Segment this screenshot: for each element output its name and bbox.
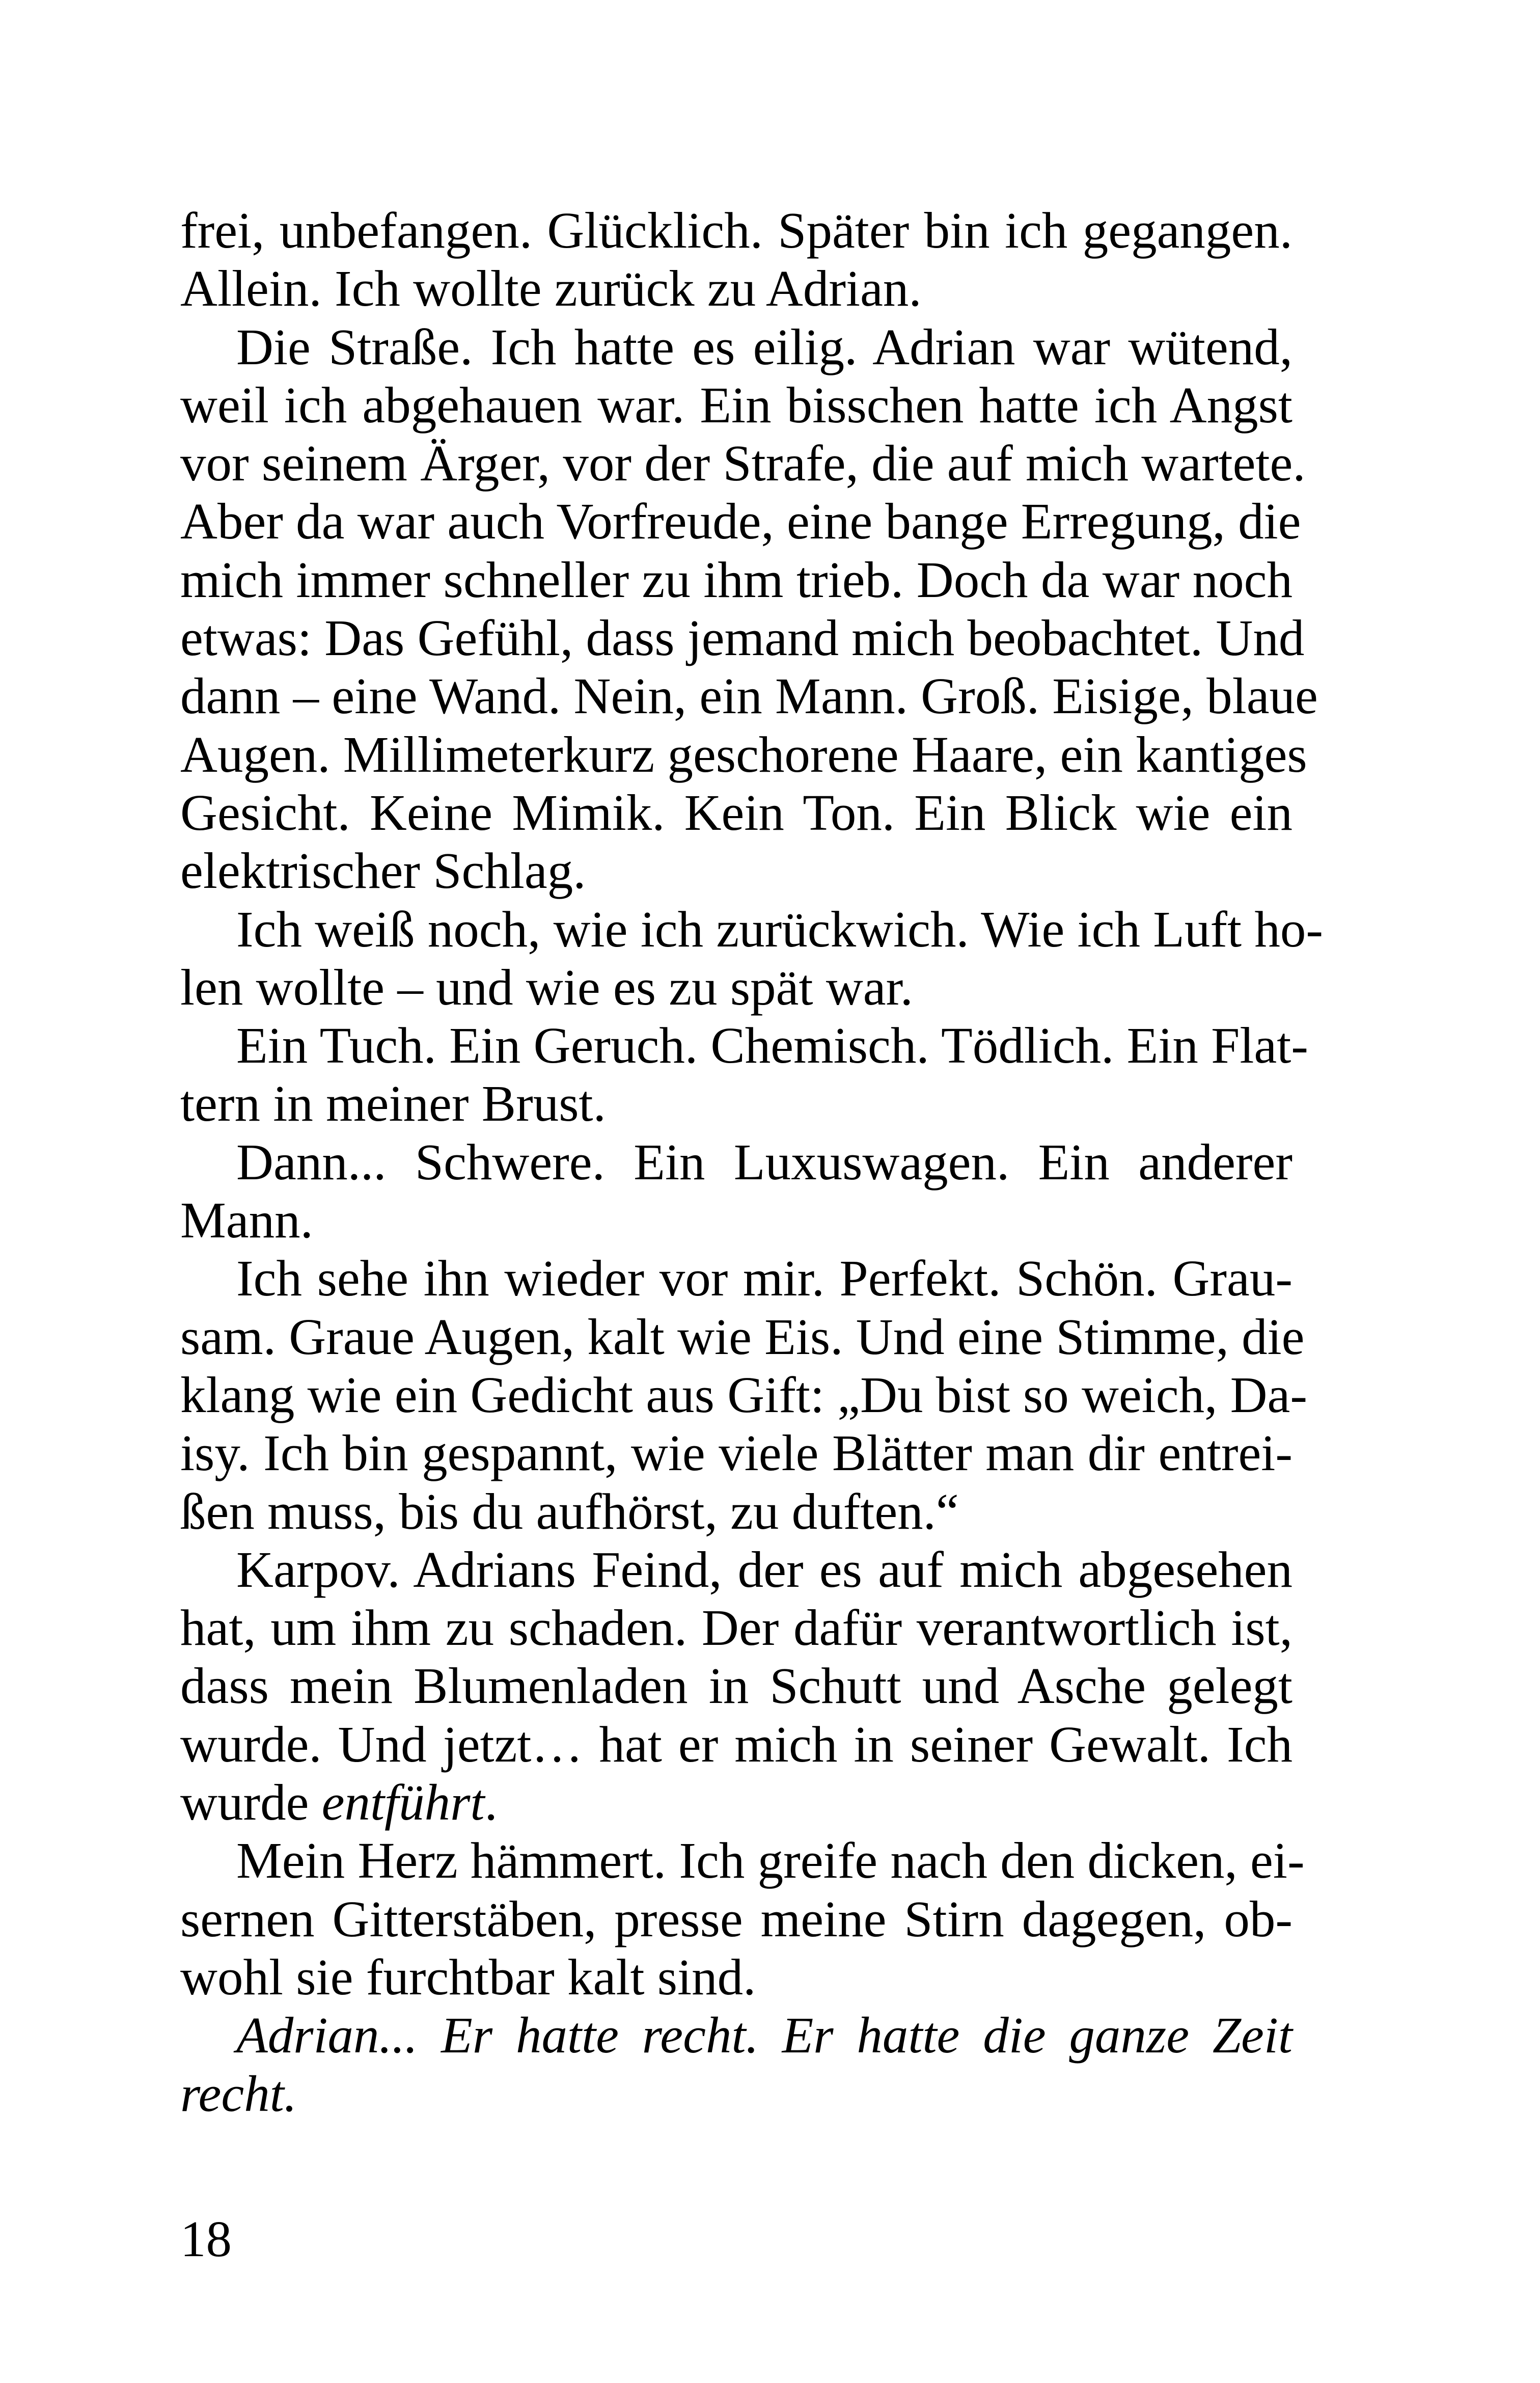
italic-word: entführt xyxy=(321,1774,485,1831)
text-line-content: sernen Gitterstäben, presse meine Stirn dagegen, ob- xyxy=(180,1890,1292,1947)
text-line-content: etwas: Das Gefühl, dass jemand mich beobachtet. Und xyxy=(180,609,1305,667)
text-line-content: Die Straße. Ich hatte es eilig. Adrian war wütend, xyxy=(236,318,1292,375)
text-line xyxy=(180,900,1323,958)
text-line xyxy=(180,1133,1292,1191)
text-line-content: Aber da war auch Vorfreude, eine bange Erregung, die xyxy=(180,493,1301,550)
text-line xyxy=(180,1016,1308,1074)
text-line xyxy=(180,318,1292,376)
text-line xyxy=(180,1074,1292,1132)
text-line-content: Augen. Millimeterkurz geschorene Haare, ein kantiges xyxy=(180,725,1307,783)
text-line-content: wurde. Und jetzt… hat er mich in seiner Gewalt. Ich xyxy=(180,1715,1292,1773)
text-line-content: weil ich abgehauen war. Ein bisschen hatte ich Angst xyxy=(180,376,1292,434)
text-line-content: isy. Ich bin gespannt, wie viele Blätter man dir entrei- xyxy=(180,1424,1292,1482)
text-line-content: mich immer schneller zu ihm trieb. Doch da war noch xyxy=(180,551,1292,608)
line-punctuation: . xyxy=(484,1774,498,1831)
text-line xyxy=(180,1308,1305,1366)
text-line xyxy=(180,2065,1292,2123)
text-line xyxy=(180,1424,1292,1482)
text-line xyxy=(180,551,1292,609)
text-line-content: frei, unbefangen. Glücklich. Später bin ich gegangen. xyxy=(180,202,1292,259)
text-line xyxy=(180,1599,1292,1657)
text-line xyxy=(180,259,1292,317)
text-line xyxy=(180,1366,1308,1424)
text-line xyxy=(180,842,1292,900)
text-line xyxy=(180,1657,1292,1715)
text-line-content: len wollte – und wie es zu spät war. xyxy=(180,958,913,1016)
text-line xyxy=(180,783,1292,842)
text-line-content: Allein. Ich wollte zurück zu Adrian. xyxy=(180,260,922,317)
text-line-content: dann – eine Wand. Nein, ein Mann. Groß. Eisige, blaue xyxy=(180,667,1318,725)
text-line xyxy=(180,667,1318,725)
text-line-content: Adrian... Er hatte recht. Er hatte die ganze Zeit xyxy=(236,2007,1292,2064)
text-line-content: Ein Tuch. Ein Geruch. Chemisch. Tödlich. Ein Flat- xyxy=(236,1017,1308,1074)
text-line-content: Gesicht. Keine Mimik. Kein Ton. Ein Blick wie ein xyxy=(180,783,1292,841)
text-line xyxy=(180,1831,1305,1889)
text-line xyxy=(180,609,1305,667)
page-number: 18 xyxy=(180,2210,232,2267)
text-line-content: ßen muss, bis du aufhörst, zu duften.“ xyxy=(180,1482,959,1540)
text-line xyxy=(180,725,1307,783)
text-line-content: wurde xyxy=(180,1774,309,1831)
text-line-content: recht. xyxy=(180,2065,297,2122)
text-line-content: elektrischer Schlag. xyxy=(180,842,586,900)
text-line xyxy=(180,1948,1292,2006)
text-line-content: Karpov. Adrians Feind, der es auf mich abgesehen xyxy=(236,1540,1292,1598)
text-line-content: wohl sie furchtbar kalt sind. xyxy=(180,1948,756,2006)
text-line xyxy=(180,1249,1292,1307)
text-line-content: Mein Herz hämmert. Ich greife nach den dicken, ei- xyxy=(236,1832,1305,1889)
text-line-content: Mann. xyxy=(180,1192,313,1249)
text-line-content: Ich sehe ihn wieder vor mir. Perfekt. Schön. Grau- xyxy=(236,1250,1292,1307)
text-line xyxy=(180,376,1292,434)
text-line-content: Ich weiß noch, wie ich zurückwich. Wie ich Luft ho- xyxy=(236,900,1323,958)
text-line-content: dass mein Blumenladen in Schutt und Asche gelegt xyxy=(180,1657,1292,1715)
text-line xyxy=(180,492,1301,550)
text-line xyxy=(180,958,1292,1016)
text-line xyxy=(180,1890,1292,1948)
text-line xyxy=(180,1540,1292,1599)
page-body xyxy=(180,201,1323,2123)
text-line xyxy=(180,2006,1292,2064)
text-line-content: klang wie ein Gedicht aus Gift: „Du bist so weich, Da- xyxy=(180,1366,1308,1423)
text-line xyxy=(180,434,1306,492)
text-line-content: vor seinem Ärger, vor der Strafe, die auf mich wartete. xyxy=(180,435,1306,492)
text-line xyxy=(180,201,1292,259)
text-line xyxy=(180,1715,1292,1773)
text-line xyxy=(180,1482,1292,1540)
text-line-content: tern in meiner Brust. xyxy=(180,1075,606,1132)
text-line-content: hat, um ihm zu schaden. Der dafür verantwortlich ist, xyxy=(180,1599,1292,1657)
text-line xyxy=(180,1773,1292,1831)
text-line xyxy=(180,1191,1292,1249)
text-line-content: Dann... Schwere. Ein Luxuswagen. Ein anderer xyxy=(236,1133,1292,1190)
text-line-content: sam. Graue Augen, kalt wie Eis. Und eine Stimme, die xyxy=(180,1308,1305,1365)
